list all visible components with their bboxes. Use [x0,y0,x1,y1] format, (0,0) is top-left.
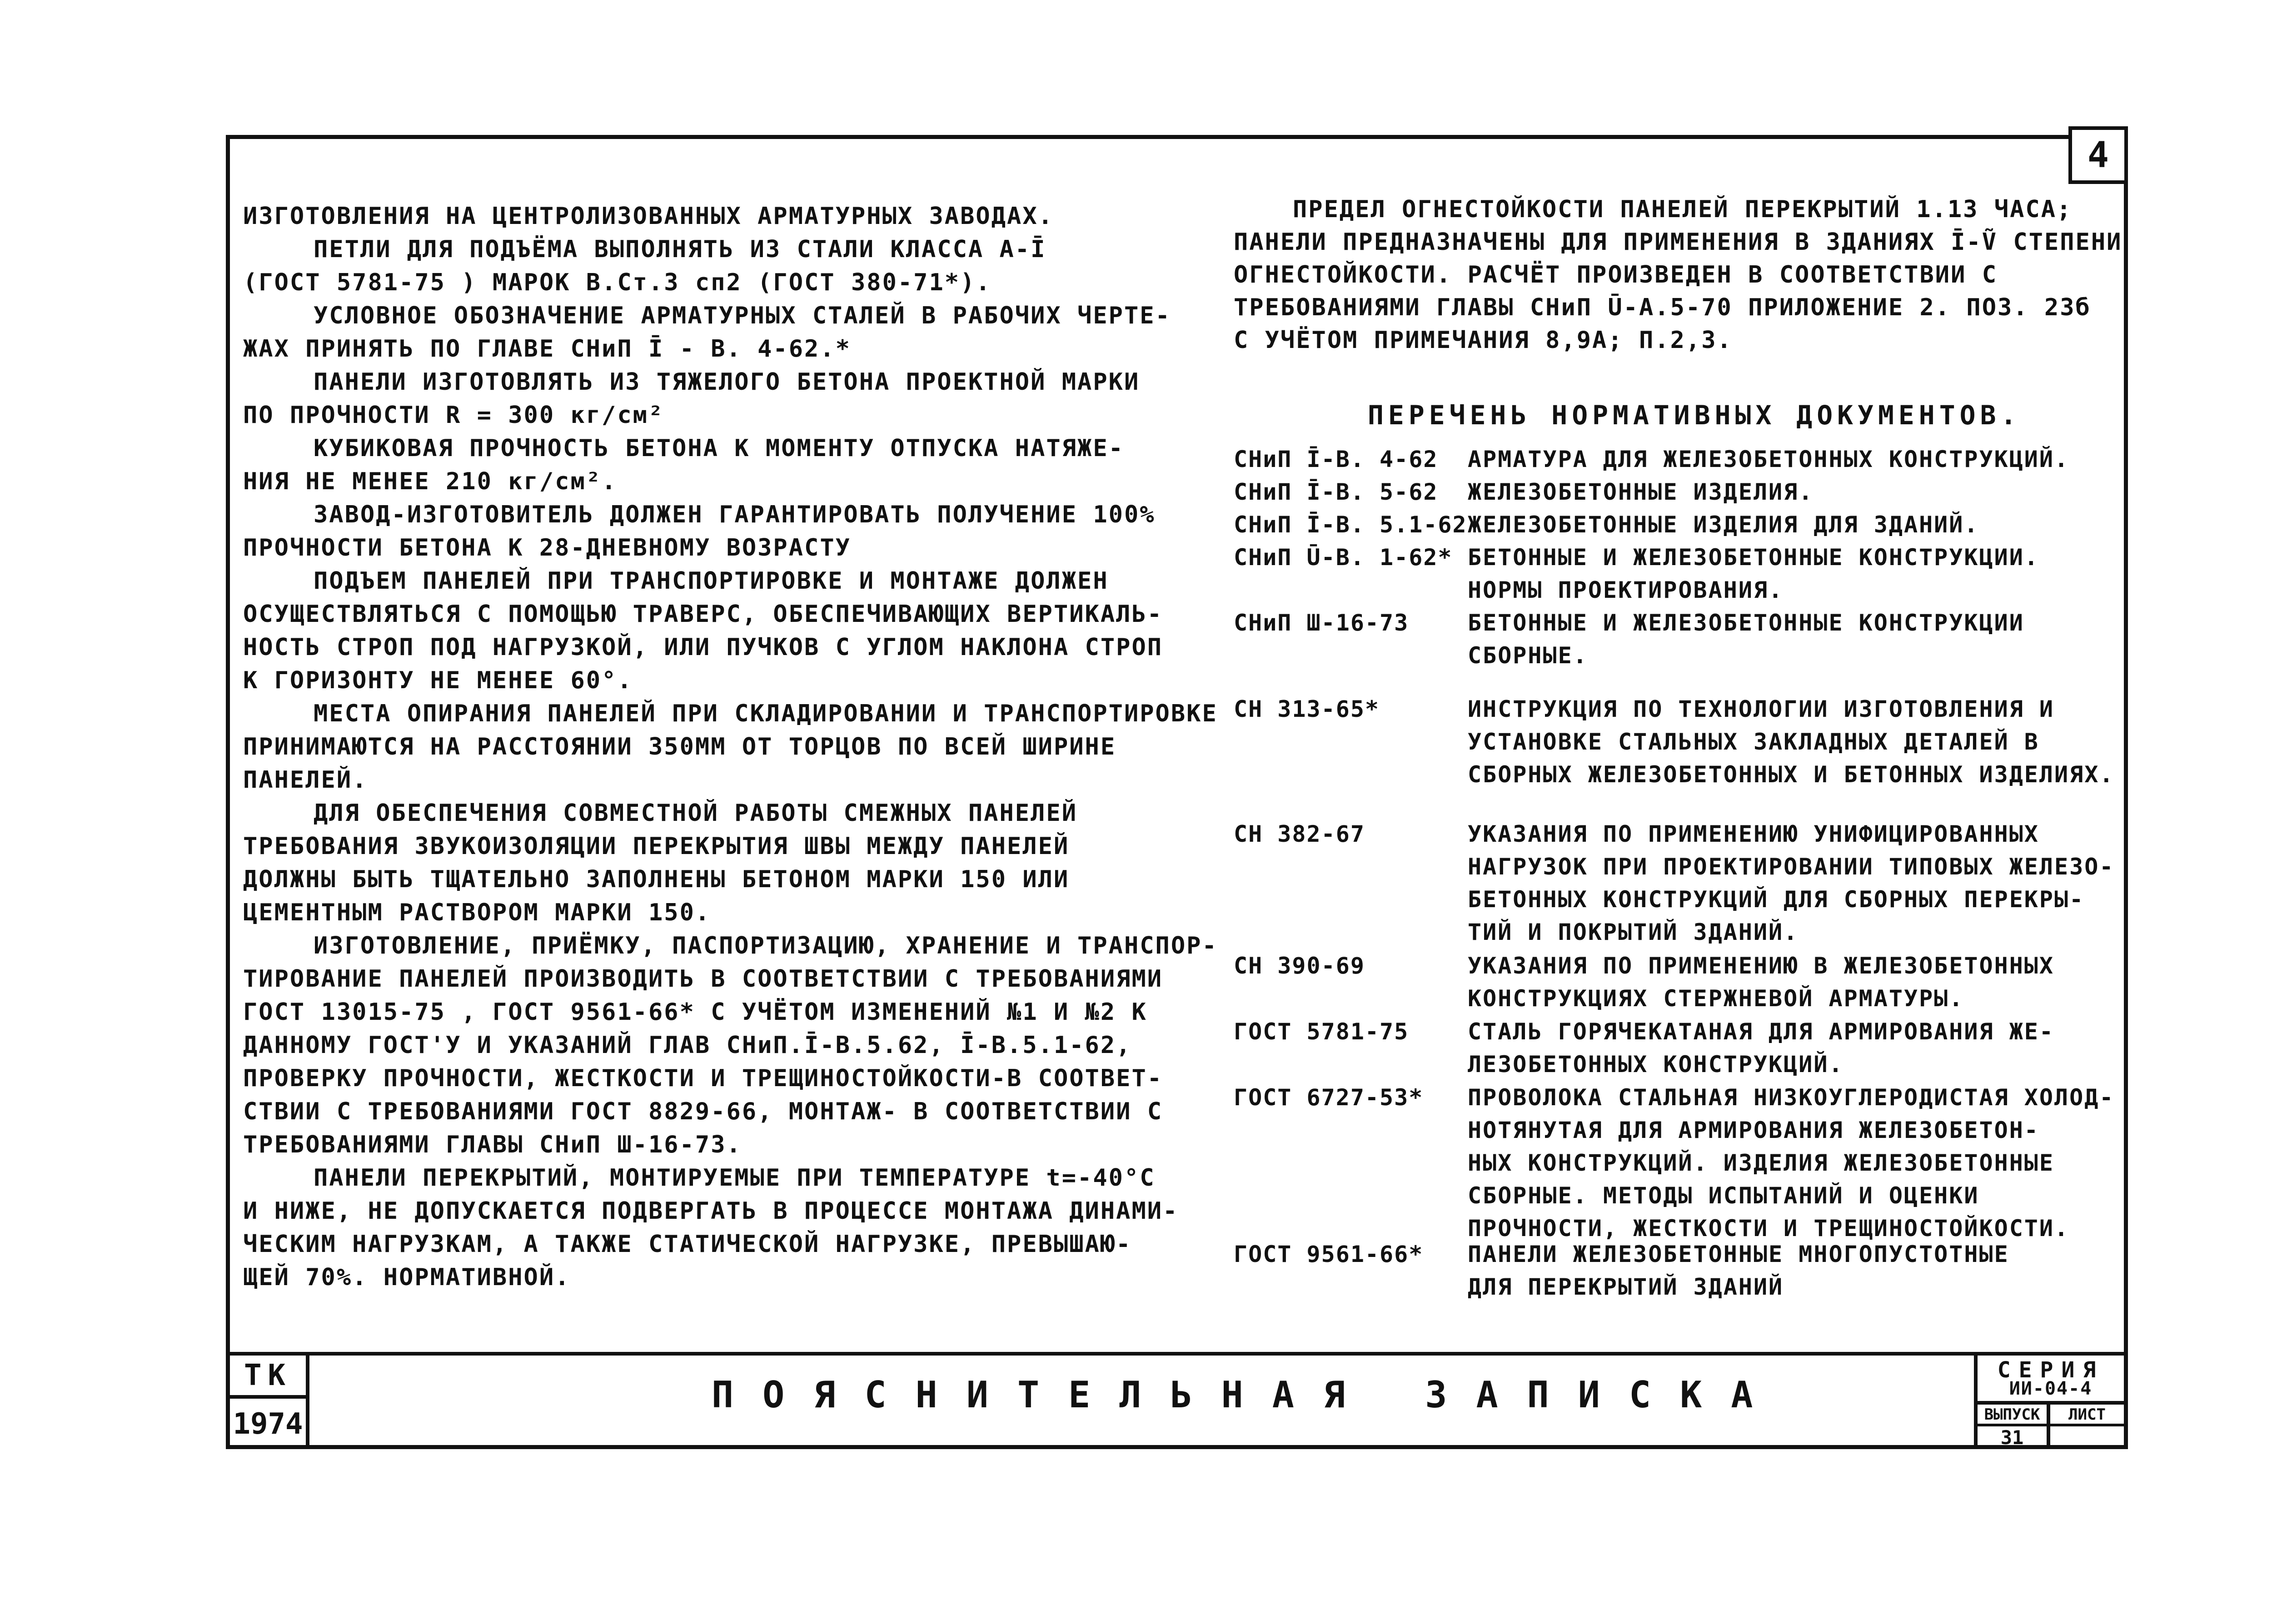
text-line: СТВИИ С ТРЕБОВАНИЯМИ ГОСТ 8829-66, МОНТАЖ- В СООТВЕТСТВИИ С [243,1098,1163,1125]
document-code: СН 313-65* [1234,696,1380,722]
text-line: ДОЛЖНЫ БЫТЬ ТЩАТЕЛЬНО ЗАПОЛНЕНЫ БЕТОНОМ МАРКИ 150 ИЛИ [243,866,1070,893]
document-title-line: СБОРНЫХ ЖЕЛЕЗОБЕТОННЫХ И БЕТОННЫХ ИЗДЕЛИЯХ. [1468,761,2115,788]
text-line: ПАНЕЛИ ИЗГОТОВЛЯТЬ ИЗ ТЯЖЕЛОГО БЕТОНА ПРОЕКТНОЙ МАРКИ [314,368,1140,396]
document-title-line: НОТЯНУТАЯ ДЛЯ АРМИРОВАНИЯ ЖЕЛЕЗОБЕТОН- [1468,1117,2039,1143]
text-line: ЧЕСКИМ НАГРУЗКАМ, А ТАКЖЕ СТАТИЧЕСКОЙ НАГРУЗКЕ, ПРЕВЫШАЮ- [243,1231,1132,1258]
document-title-line: СБОРНЫЕ. [1468,642,1588,669]
document-code: ГОСТ 6727-53* [1234,1084,1424,1111]
issue-cell [1978,1405,2050,1449]
document-title [1468,1238,2122,1303]
text-line: ЖАХ ПРИНЯТЬ ПО ГЛАВЕ СНиП Ī - В. 4-62.* [243,335,851,363]
stamp-row [1978,1401,2124,1449]
document-title [1468,693,2122,791]
document-title-line: ИНСТРУКЦИЯ ПО ТЕХНОЛОГИИ ИЗГОТОВЛЕНИЯ И [1468,696,2054,722]
document-title-line: НЫХ КОНСТРУКЦИЙ. ИЗДЕЛИЯ ЖЕЛЕЗОБЕТОННЫЕ [1468,1150,2054,1176]
document-title-line: ПАНЕЛИ ЖЕЛЕЗОБЕТОННЫЕ МНОГОПУСТОТНЫЕ [1468,1241,2009,1267]
document-name: ПОЯСНИТЕЛЬНАЯ ЗАПИСКА [712,1374,1782,1416]
text-line: К ГОРИЗОНТУ НЕ МЕНЕЕ 60°. [243,667,633,694]
document-code: ГОСТ 9561-66* [1234,1241,1424,1267]
text-line: И НИЖЕ, НЕ ДОПУСКАЕТСЯ ПОДВЕРГАТЬ В ПРОЦЕССЕ МОНТАЖА ДИНАМИ- [243,1197,1179,1225]
series-stamp [1974,1356,2124,1449]
docs-list-heading: ПЕРЕЧЕНЬ НОРМАТИВНЫХ ДОКУМЕНТОВ. [1368,400,2021,431]
text-line: ПРИНИМАЮТСЯ НА РАССТОЯНИИ 350ММ ОТ ТОРЦОВ ПО ВСЕЙ ШИРИНЕ [243,733,1116,760]
document-title-line: УКАЗАНИЯ ПО ПРИМЕНЕНИЮ В ЖЕЛЕЗОБЕТОННЫХ [1468,953,2054,979]
text-line: ПАНЕЛЕЙ. [243,766,368,794]
issue-label: ВЫПУСК [1978,1405,2047,1426]
document-title-line: ПРОВОЛОКА СТАЛЬНАЯ НИЗКОУГЛЕРОДИСТАЯ ХОЛОД- [1468,1084,2115,1111]
right-column-text [1234,193,2124,357]
document-title-line: ТИЙ И ПОКРЫТИЙ ЗДАНИЙ. [1468,919,1799,945]
document-title [1468,1081,2122,1245]
document-title-line: ЖЕЛЕЗОБЕТОННЫЕ ИЗДЕЛИЯ ДЛЯ ЗДАНИЙ. [1468,512,1979,538]
page-number: 4 [2068,126,2128,184]
document-title-line: НАГРУЗОК ПРИ ПРОЕКТИРОВАНИИ ТИПОВЫХ ЖЕЛЕЗО- [1468,854,2115,880]
text-line: ЩЕЙ 70%. НОРМАТИВНОЙ. [243,1264,571,1291]
text-line: ОСУЩЕСТВЛЯТЬСЯ С ПОМОЩЬЮ ТРАВЕРС, ОБЕСПЕЧИВАЮЩИХ ВЕРТИКАЛЬ- [243,601,1163,628]
document-title-line: ПРОЧНОСТИ, ЖЕСТКОСТИ И ТРЕЩИНОСТОЙКОСТИ. [1468,1215,2070,1242]
text-line: (ГОСТ 5781-75 ) МАРОК В.Ст.3 сп2 (ГОСТ 380-71*). [243,269,992,296]
tk-year: 1974 [233,1407,303,1441]
document-code: СНиП Ī-В. 5-62 [1234,479,1438,505]
document-title [1468,443,2122,476]
text-line: ДЛЯ ОБЕСПЕЧЕНИЯ СОВМЕСТНОЙ РАБОТЫ СМЕЖНЫХ ПАНЕЛЕЙ [314,800,1078,827]
tk-cell [230,1356,309,1449]
title-block [230,1352,2124,1449]
document-title-line: СБОРНЫЕ. МЕТОДЫ ИСПЫТАНИЙ И ОЦЕНКИ [1468,1182,1979,1209]
document-title-line: СТАЛЬ ГОРЯЧЕКАТАНАЯ ДЛЯ АРМИРОВАНИЯ ЖЕ- [1468,1018,2054,1045]
document-title [1468,508,2122,541]
document-title [1468,541,2122,606]
text-line: КУБИКОВАЯ ПРОЧНОСТЬ БЕТОНА К МОМЕНТУ ОТПУСКА НАТЯЖЕ- [314,435,1124,462]
text-line: ИЗГОТОВЛЕНИЯ НА ЦЕНТРОЛИЗОВАННЫХ АРМАТУРНЫХ ЗАВОДАХ. [243,203,1054,230]
document-title-line: БЕТОННЫХ КОНСТРУКЦИЙ ДЛЯ СБОРНЫХ ПЕРЕКРЫ- [1468,886,2085,913]
document-title-line: БЕТОННЫЕ И ЖЕЛЕЗОБЕТОННЫЕ КОНСТРУКЦИИ. [1468,544,2039,571]
text-line: ДАННОМУ ГОСТ'У И УКАЗАНИЙ ГЛАВ СНиП.Ī-В.5.62, Ī-В.5.1-62, [243,1032,1132,1059]
document-title-line: ДЛЯ ПЕРЕКРЫТИЙ ЗДАНИЙ [1468,1274,1784,1300]
document-code: СН 382-67 [1234,821,1365,847]
document-title-line: АРМАТУРА ДЛЯ ЖЕЛЕЗОБЕТОННЫХ КОНСТРУКЦИЙ. [1468,446,2070,472]
text-line: С УЧЁТОМ ПРИМЕЧАНИЯ 8,9А; П.2,3. [1234,327,1733,354]
text-line: ПАНЕЛИ ПЕРЕКРЫТИЙ, МОНТИРУЕМЫЕ ПРИ ТЕМПЕРАТУРЕ t=-40°С [314,1164,1156,1192]
text-line: ПРЕДЕЛ ОГНЕСТОЙКОСТИ ПАНЕЛЕЙ ПЕРЕКРЫТИЙ 1.13 ЧАСА; [1293,196,2073,223]
document-code: СНиП Ī-В. 5.1-62 [1234,512,1467,538]
document-title [1468,949,2122,1015]
text-line: ЗАВОД-ИЗГОТОВИТЕЛЬ ДОЛЖЕН ГАРАНТИРОВАТЬ ПОЛУЧЕНИЕ 100% [314,501,1156,528]
text-line: ТРЕБОВАНИЯМИ ГЛАВЫ СНиП Ū-А.5-70 ПРИЛОЖЕНИЕ 2. ПОЗ. 23б [1234,294,2091,321]
document-code: СНиП Ū-В. 1-62* [1234,544,1453,571]
text-line: ОГНЕСТОЙКОСТИ. РАСЧЁТ ПРОИЗВЕДЕН В СООТВЕТСТВИИ С [1234,261,1998,288]
text-line: ГОСТ 13015-75 , ГОСТ 9561-66* С УЧЁТОМ ИЗМЕНЕНИЙ №1 И №2 К [243,998,1147,1026]
text-line: НОСТЬ СТРОП ПОД НАГРУЗКОЙ, ИЛИ ПУЧКОВ С УГЛОМ НАКЛОНА СТРОП [243,634,1163,661]
text-line: ЦЕМЕНТНЫМ РАСТВОРОМ МАРКИ 150. [243,899,711,926]
text-line: НИЯ НЕ МЕНЕЕ 210 кг/см². [243,468,618,495]
text-line: ТРЕБОВАНИЯМИ ГЛАВЫ СНиП Ш-16-73. [243,1131,742,1158]
text-line: УСЛОВНОЕ ОБОЗНАЧЕНИЕ АРМАТУРНЫХ СТАЛЕЙ В РАБОЧИХ ЧЕРТЕ- [314,302,1171,329]
text-line: ПАНЕЛИ ПРЕДНАЗНАЧЕНЫ ДЛЯ ПРИМЕНЕНИЯ В ЗДАНИЯХ Ī-Ṽ СТЕПЕНИ [1234,228,2123,256]
text-line: ТРЕБОВАНИЯ ЗВУКОИЗОЛЯЦИИ ПЕРЕКРЫТИЯ ШВЫ МЕЖДУ ПАНЕЛЕЙ [243,833,1070,860]
document-title [1468,606,2122,672]
document-title-line: НОРМЫ ПРОЕКТИРОВАНИЯ. [1468,577,1784,603]
document-code: ГОСТ 5781-75 [1234,1018,1409,1045]
text-line: ПРОЧНОСТИ БЕТОНА К 28-ДНЕВНОМУ ВОЗРАСТУ [243,534,851,561]
sheet-value [2050,1426,2124,1449]
text-line: ПЕТЛИ ДЛЯ ПОДЪЁМА ВЫПОЛНЯТЬ ИЗ СТАЛИ КЛАССА А-Ī [314,236,1046,263]
document-code: СН 390-69 [1234,953,1365,979]
text-line: ТИРОВАНИЕ ПАНЕЛЕЙ ПРОИЗВОДИТЬ В СООТВЕТСТВИИ С ТРЕБОВАНИЯМИ [243,965,1163,993]
text-line: МЕСТА ОПИРАНИЯ ПАНЕЛЕЙ ПРИ СКЛАДИРОВАНИИ И ТРАНСПОРТИРОВКЕ [314,700,1218,727]
document-code: СНиП Ш-16-73 [1234,610,1409,636]
document-title [1468,1015,2122,1081]
document-title [1468,476,2122,508]
text-line: ПОДЪЕМ ПАНЕЛЕЙ ПРИ ТРАНСПОРТИРОВКЕ И МОНТАЖЕ ДОЛЖЕН [314,567,1109,595]
document-title-line: ЖЕЛЕЗОБЕТОННЫЕ ИЗДЕЛИЯ. [1468,479,1814,505]
tk-code: ТК [230,1356,306,1399]
document-title [1468,818,2122,949]
text-line: ПРОВЕРКУ ПРОЧНОСТИ, ЖЕСТКОСТИ И ТРЕЩИНОСТОЙКОСТИ-В СООТВЕТ- [243,1065,1163,1092]
document-title-line: УКАЗАНИЯ ПО ПРИМЕНЕНИЮ УНИФИЦИРОВАННЫХ [1468,821,2039,847]
text-line: ПО ПРОЧНОСТИ R = 300 кг/см² [243,402,664,429]
left-column-text [243,200,1218,1294]
document-title-line: ЛЕЗОБЕТОННЫХ КОНСТРУКЦИЙ. [1468,1051,1844,1078]
document-title-line: УСТАНОВКЕ СТАЛЬНЫХ ЗАКЛАДНЫХ ДЕТАЛЕЙ В [1468,729,2039,755]
document-code: СНиП Ī-В. 4-62 [1234,446,1438,472]
issue-value: 31 [2000,1426,2024,1449]
document-title-line: БЕТОННЫЕ И ЖЕЛЕЗОБЕТОННЫЕ КОНСТРУКЦИИ [1468,610,2024,636]
sheet-label: ЛИСТ [2050,1405,2124,1426]
document-title-line: КОНСТРУКЦИЯХ СТЕРЖНЕВОЙ АРМАТУРЫ. [1468,985,1964,1012]
series-code: ИИ-04-4 [2009,1378,2093,1399]
text-line: ИЗГОТОВЛЕНИЕ, ПРИЁМКУ, ПАСПОРТИЗАЦИЮ, ХРАНЕНИЕ И ТРАНСПОР- [314,932,1218,959]
series-label: СЕРИЯ [1997,1357,2104,1383]
